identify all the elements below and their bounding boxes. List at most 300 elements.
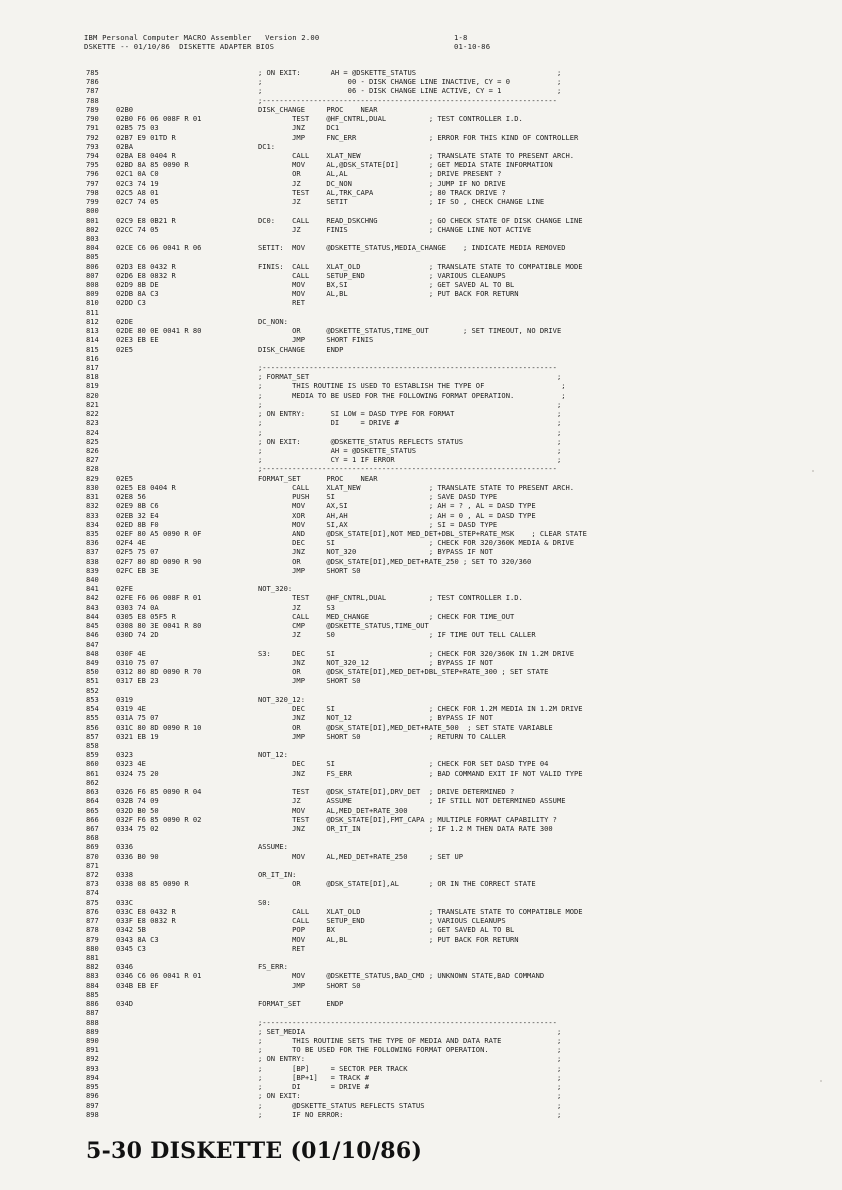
object-code: 02BA E8 0404 R: [116, 150, 176, 160]
line-number: 817: [86, 363, 99, 372]
line-number: 800: [86, 206, 99, 216]
source-code: ; ON ENTRY: SI LOW = DASD TYPE FOR FORMAT ;: [258, 409, 562, 419]
line-number: 884: [86, 980, 99, 990]
source-code: JMP SHORT FINIS: [258, 335, 374, 345]
source-code: JZ SETIT ; IF SO , CHECK CHANGE LINE: [258, 197, 545, 207]
source-code: JMP SHORT S0: [258, 676, 361, 686]
object-code: 033F E8 0832 R: [116, 916, 176, 926]
object-code: 032F F6 85 0090 R 02: [116, 814, 202, 824]
object-code: 02B7 E9 01TD R: [116, 132, 176, 142]
object-code: 0321 EB 19: [116, 731, 159, 741]
source-code: MOV @DSKETTE_STATUS,BAD_CMD ; UNKNOWN STATE,BAD COMMAND: [258, 971, 545, 981]
object-code: 02CE C6 06 0041 R 06: [116, 243, 202, 253]
listing-row: [86, 1054, 726, 1063]
source-code: OR AL,AL ; DRIVE PRESENT ?: [258, 169, 502, 179]
listing-row: [86, 732, 726, 741]
listing-row: [86, 354, 726, 363]
source-code: JNZ NOT_320_12 ; BYPASS IF NOT: [258, 658, 493, 667]
listing-row: [86, 999, 726, 1008]
line-number: 883: [86, 971, 99, 981]
listing-row: [86, 907, 726, 916]
line-number: 890: [86, 1035, 99, 1045]
object-code: 02B0 F6 06 008F R 01: [116, 114, 202, 124]
line-number: 807: [86, 270, 99, 280]
source-code: FINIS: CALL XLAT_OLD ; TRANSLATE STATE TO COMPATIBLE MODE: [258, 261, 583, 271]
object-code: 02F4 4E: [116, 538, 146, 548]
object-code: 0345 C3: [116, 943, 146, 953]
line-number: 799: [86, 197, 99, 207]
line-number: 842: [86, 593, 99, 603]
line-number: 832: [86, 501, 99, 511]
source-code: ; TO BE USED FOR THE FOLLOWING FORMAT OPERATION. ;: [258, 1045, 562, 1055]
listing-row: [86, 188, 726, 197]
listing-row: [86, 971, 726, 980]
listing-row: [86, 824, 726, 833]
line-number: 851: [86, 676, 99, 686]
line-number: 892: [86, 1054, 99, 1064]
source-code: CALL XLAT_OLD ; TRANSLATE STATE TO COMPATIBLE MODE: [258, 906, 583, 916]
source-code: ;---------------------------------------------------------------------: [258, 1017, 557, 1027]
listing-row: [86, 759, 726, 768]
object-code: 02BA: [116, 141, 134, 151]
line-number: 864: [86, 796, 99, 806]
line-number: 860: [86, 759, 99, 769]
source-code: JNZ OR_IT_IN ; IF 1.2 M THEN DATA RATE 300: [258, 823, 553, 833]
page-number-ref: 1-8: [454, 33, 468, 42]
line-number: 812: [86, 316, 99, 326]
source-code: NOT_320:: [258, 584, 293, 594]
line-number: 840: [86, 575, 99, 585]
source-code: TEST AL,TRK_CAPA ; 80 TRACK DRIVE ?: [258, 187, 506, 197]
listing-row: [86, 142, 726, 151]
line-number: 885: [86, 989, 99, 999]
source-code: DEC SI ; CHECK FOR SET DASD TYPE 04: [258, 759, 549, 769]
source-code: FS_ERR:: [258, 962, 288, 972]
line-number: 852: [86, 685, 99, 695]
object-code: 02EF 80 A5 0090 R 0F: [116, 528, 202, 538]
source-code: CALL MED_CHANGE ; CHECK FOR TIME_OUT: [258, 611, 515, 621]
source-code: CALL XLAT_NEW ; TRANSLATE STATE TO PRESENT ARCH.: [258, 482, 575, 492]
listing-row: [86, 575, 726, 584]
source-code: OR @DSK_STATE[DI],MED_DET+DBL_STEP+RATE_300 ; SET STATE: [258, 667, 549, 677]
object-code: 0303 74 0A: [116, 602, 159, 612]
line-number: 810: [86, 298, 99, 308]
listing-row: [86, 1008, 726, 1017]
page-footer: 5-30 DISKETTE (01/10/86): [86, 1138, 423, 1164]
listing-row: [86, 815, 726, 824]
source-code: ;---------------------------------------------------------------------: [258, 95, 557, 105]
listing-row: [86, 861, 726, 870]
listing-row: [86, 483, 726, 492]
source-code: OR @DSK_STATE[DI],AL ; OR IN THE CORRECT STATE: [258, 879, 536, 889]
object-code: 02BD 8A 85 0090 R: [116, 160, 189, 170]
line-number: 838: [86, 556, 99, 566]
source-code: ; [BP+1] = TRACK # ;: [258, 1072, 562, 1082]
object-code: 0312 80 8D 0090 R 70: [116, 667, 202, 677]
line-number: 788: [86, 95, 99, 105]
source-code: AND @DSK_STATE[DI],NOT MED_DET+DBL_STEP+RATE_MSK ; CLEAR STATE: [258, 528, 587, 538]
object-code: 0324 75 20: [116, 768, 159, 778]
line-number: 835: [86, 528, 99, 538]
listing-row: [86, 879, 726, 888]
listing-row: [86, 133, 726, 142]
source-code: ; @DSKETTE_STATUS REFLECTS STATUS ;: [258, 1100, 562, 1110]
object-code: 02D3 E8 0432 R: [116, 261, 176, 271]
source-code: S3: DEC SI ; CHECK FOR 320/360K IN 1.2M DRIVE: [258, 648, 575, 658]
line-number: 876: [86, 906, 99, 916]
object-code: 0334 75 02: [116, 823, 159, 833]
line-number: 882: [86, 962, 99, 972]
source-code: TEST @DSK_STATE[DI],FMT_CAPA ; MULTIPLE FORMAT CAPABILITY ?: [258, 814, 557, 824]
source-code: SETIT: MOV @DSKETTE_STATUS,MEDIA_CHANGE ; INDICATE MEDIA REMOVED: [258, 243, 566, 253]
listing-row: [86, 778, 726, 787]
object-code: 02E5: [116, 344, 134, 354]
source-code: MOV AL,@DSK_STATE[DI] ; GET MEDIA STATE INFORMATION: [258, 160, 553, 170]
line-number: 795: [86, 160, 99, 170]
line-number: 874: [86, 888, 99, 898]
line-number: 856: [86, 722, 99, 732]
listing-row: [86, 151, 726, 160]
source-code: OR @DSKETTE_STATUS,TIME_OUT ; SET TIMEOUT, NO DRIVE: [258, 326, 562, 336]
source-code: ; DI = DRIVE # ;: [258, 418, 562, 428]
source-code: ; 06 - DISK CHANGE LINE ACTIVE, CY = 1 ;: [258, 86, 562, 96]
source-code: POP BX ; GET SAVED AL TO BL: [258, 925, 515, 935]
object-code: 02FE: [116, 584, 134, 594]
listing-row: [86, 935, 726, 944]
source-code: MOV BX,SI ; GET SAVED AL TO BL: [258, 280, 515, 290]
page-header: [84, 33, 684, 51]
line-number: 873: [86, 879, 99, 889]
listing-row: [86, 953, 726, 962]
object-code: 02ED 8B F0: [116, 519, 159, 529]
source-code: ; ON EXIT: @DSKETTE_STATUS REFLECTS STATUS ;: [258, 436, 562, 446]
source-code: ; AH = @DSKETTE_STATUS ;: [258, 445, 562, 455]
source-code: ; ON ENTRY: ;: [258, 1054, 562, 1064]
line-number: 871: [86, 860, 99, 870]
source-code: PUSH SI ; SAVE DASD TYPE: [258, 492, 498, 502]
line-number: 837: [86, 547, 99, 557]
listing-row: [86, 898, 726, 907]
source-code: ASSUME:: [258, 842, 288, 852]
listing-row: [86, 1082, 726, 1091]
listing-row: [86, 464, 726, 473]
line-number: 808: [86, 280, 99, 290]
line-number: 816: [86, 353, 99, 363]
listing-row: [86, 686, 726, 695]
line-number: 828: [86, 464, 99, 474]
listing-row: [86, 160, 726, 169]
object-code: 02DE: [116, 316, 134, 326]
line-number: 879: [86, 934, 99, 944]
listing-row: [86, 418, 726, 427]
line-number: 803: [86, 233, 99, 243]
listing-row: [86, 289, 726, 298]
listing-row: [86, 750, 726, 759]
object-code: 02CC 74 05: [116, 224, 159, 234]
source-code: DISK_CHANGE PROC NEAR: [258, 104, 378, 114]
line-number: 819: [86, 381, 99, 391]
listing-row: [86, 105, 726, 114]
listing-row: [86, 68, 726, 77]
line-number: 833: [86, 510, 99, 520]
listing-row: [86, 317, 726, 326]
line-number: 824: [86, 427, 99, 437]
source-code: OR @DSK_STATE[DI],MED_DET+RATE_250 ; SET TO 320/360: [258, 556, 532, 566]
listing-row: [86, 123, 726, 132]
source-code: JNZ FS_ERR ; BAD COMMAND EXIT IF NOT VALID TYPE: [258, 768, 583, 778]
listing-row: [86, 243, 726, 252]
line-number: 855: [86, 713, 99, 723]
line-number: 897: [86, 1100, 99, 1110]
header-line-2: [84, 42, 684, 51]
object-code: 0346 C6 06 0041 R 01: [116, 971, 202, 981]
assembler-title: IBM Personal Computer MACRO Assembler Version 2.00: [84, 33, 320, 42]
listing-row: [86, 806, 726, 815]
source-code: FORMAT_SET PROC NEAR: [258, 473, 378, 483]
line-number: 859: [86, 750, 99, 760]
object-code: 0323 4E: [116, 759, 146, 769]
module-title: DSKETTE -- 01/10/86 DISKETTE ADAPTER BIOS: [84, 42, 275, 51]
listing-row: [86, 520, 726, 529]
line-number: 872: [86, 870, 99, 880]
object-code: 02DB 8A C3: [116, 289, 159, 299]
line-number: 848: [86, 648, 99, 658]
listing-row: [86, 372, 726, 381]
line-number: 794: [86, 150, 99, 160]
source-code: TEST @DSK_STATE[DI],DRV_DET ; DRIVE DETERMINED ?: [258, 787, 515, 797]
line-number: 847: [86, 639, 99, 649]
listing-row: [86, 114, 726, 123]
object-code: 0338: [116, 870, 134, 880]
line-number: 849: [86, 658, 99, 667]
line-number: 813: [86, 326, 99, 336]
source-code: JMP SHORT S0 ; RETURN TO CALLER: [258, 731, 506, 741]
source-code: ; 00 - DISK CHANGE LINE INACTIVE, CY = 0 ;: [258, 77, 562, 87]
line-number: 829: [86, 473, 99, 483]
listing-row: [86, 280, 726, 289]
line-number: 869: [86, 842, 99, 852]
listing-row: [86, 593, 726, 602]
object-code: 0346: [116, 962, 134, 972]
listing-row: [86, 1110, 726, 1119]
source-code: MOV AL,BL ; PUT BACK FOR RETURN: [258, 289, 519, 299]
object-code: 02D6 E8 0832 R: [116, 270, 176, 280]
listing-row: [86, 446, 726, 455]
header-line-1: [84, 33, 684, 42]
line-number: 818: [86, 372, 99, 382]
listing-row: [86, 566, 726, 575]
listing-row: [86, 916, 726, 925]
line-number: 801: [86, 215, 99, 225]
listing-row: [86, 630, 726, 639]
line-number: 841: [86, 584, 99, 594]
listing-row: [86, 640, 726, 649]
source-code: CALL SETUP_END ; VARIOUS CLEANUPS: [258, 270, 506, 280]
object-code: 0326 F6 85 0090 R 04: [116, 787, 202, 797]
line-number: 845: [86, 621, 99, 631]
listing-row: [86, 271, 726, 280]
listing-row: [86, 547, 726, 556]
listing-row: [86, 363, 726, 372]
listing-row: [86, 501, 726, 510]
listing-row: [86, 381, 726, 390]
object-code: 02B0: [116, 104, 134, 114]
scan-speck: [820, 1080, 822, 1082]
object-code: 02E5 E8 0404 R: [116, 482, 176, 492]
line-number: 796: [86, 169, 99, 179]
listing-row: [86, 713, 726, 722]
object-code: 0336 B0 90: [116, 851, 159, 861]
source-code: JZ DC_NON ; JUMP IF NO DRIVE: [258, 178, 506, 188]
line-number: 865: [86, 805, 99, 815]
listing-row: [86, 603, 726, 612]
source-code: ; ON EXIT: ;: [258, 1091, 562, 1101]
source-code: DEC SI ; CHECK FOR 1.2M MEDIA IN 1.2M DRIVE: [258, 704, 583, 714]
line-number: 881: [86, 953, 99, 962]
line-number: 827: [86, 455, 99, 465]
line-number: 820: [86, 390, 99, 400]
listing-row: [86, 492, 726, 501]
source-code: RET: [258, 298, 305, 308]
listing-row: [86, 1101, 726, 1110]
source-code: MOV SI,AX ; SI = DASD TYPE: [258, 519, 498, 529]
listing-row: [86, 584, 726, 593]
listing-row: [86, 612, 726, 621]
line-number: 811: [86, 307, 99, 317]
line-number: 854: [86, 704, 99, 714]
line-number: 868: [86, 833, 99, 843]
line-number: 814: [86, 335, 99, 345]
line-number: 886: [86, 999, 99, 1009]
listing-row: [86, 1091, 726, 1100]
line-number: 805: [86, 252, 99, 262]
line-number: 789: [86, 104, 99, 114]
source-code: JMP FNC_ERR ; ERROR FOR THIS KIND OF CONTROLLER: [258, 132, 579, 142]
source-code: DISK_CHANGE ENDP: [258, 344, 344, 354]
line-number: 846: [86, 630, 99, 640]
listing-row: [86, 409, 726, 418]
listing-date: 01-10-86: [454, 42, 491, 51]
line-number: 878: [86, 925, 99, 935]
object-code: 02F7 80 8D 0090 R 90: [116, 556, 202, 566]
line-number: 877: [86, 916, 99, 926]
line-number: 793: [86, 141, 99, 151]
source-code: DC_NON:: [258, 316, 288, 326]
object-code: 0308 80 3E 0041 R 80: [116, 621, 202, 631]
line-number: 787: [86, 86, 99, 96]
object-code: 031A 75 07: [116, 713, 159, 723]
line-number: 790: [86, 114, 99, 124]
source-code: JMP SHORT S0: [258, 565, 361, 575]
source-code: DC1:: [258, 141, 276, 151]
object-code: 0342 5B: [116, 925, 146, 935]
line-number: 894: [86, 1072, 99, 1082]
listing-row: [86, 981, 726, 990]
line-number: 853: [86, 694, 99, 704]
listing-row: [86, 796, 726, 805]
source-code: JZ ASSUME ; IF STILL NOT DETERMINED ASSUME: [258, 796, 566, 806]
source-code: ; CY = 1 IF ERROR ;: [258, 455, 562, 465]
source-code: ; DI = DRIVE # ;: [258, 1082, 562, 1092]
source-code: ; ;: [258, 399, 562, 409]
object-code: 02E5: [116, 473, 134, 483]
source-code: OR @DSK_STATE[DI],MED_DET+RATE_500 ; SET STATE VARIABLE: [258, 722, 553, 732]
source-code: ;---------------------------------------------------------------------: [258, 464, 557, 474]
listing-row: [86, 335, 726, 344]
object-code: 02FE F6 06 008F R 01: [116, 593, 202, 603]
source-code: ; THIS ROUTINE SETS THE TYPE OF MEDIA AND DATA RATE ;: [258, 1035, 562, 1045]
source-code: MOV AL,MED_DET+RATE_250 ; SET UP: [258, 851, 463, 861]
object-code: 0319 4E: [116, 704, 146, 714]
listing-row: [86, 667, 726, 676]
listing-row: [86, 262, 726, 271]
listing-row: [86, 852, 726, 861]
listing-row: [86, 86, 726, 95]
source-code: JNZ NOT_320 ; BYPASS IF NOT: [258, 547, 493, 557]
listing-row: [86, 1045, 726, 1054]
listing-row: [86, 962, 726, 971]
source-code: TEST @HF_CNTRL,DUAL ; TEST CONTROLLER I.D.: [258, 114, 523, 124]
listing-row: [86, 925, 726, 934]
listing-row: [86, 474, 726, 483]
object-code: 02FC EB 3E: [116, 565, 159, 575]
listing-row: [86, 326, 726, 335]
listing-row: [86, 658, 726, 667]
listing-row: [86, 179, 726, 188]
listing-row: [86, 676, 726, 685]
object-code: 0305 E8 05F5 R: [116, 611, 176, 621]
source-code: DEC SI ; CHECK FOR 320/360K MEDIA & DRIVE: [258, 538, 575, 548]
object-code: 033C: [116, 897, 134, 907]
assembly-listing: [86, 68, 726, 1119]
source-code: DC0: CALL READ_DSKCHNG ; GO CHECK STATE OF DISK CHANGE LINE: [258, 215, 583, 225]
listing-row: [86, 769, 726, 778]
source-code: S0:: [258, 897, 271, 907]
object-code: 034D: [116, 999, 134, 1009]
line-number: 863: [86, 787, 99, 797]
listing-row: [86, 437, 726, 446]
object-code: 030D 74 2D: [116, 630, 159, 640]
object-code: 02C9 E8 0B21 R: [116, 215, 176, 225]
listing-row: [86, 206, 726, 215]
source-code: ; ON EXIT: AH = @DSKETTE_STATUS ;: [258, 68, 562, 77]
source-code: JZ S0 ; IF TIME OUT TELL CALLER: [258, 630, 536, 640]
line-number: 888: [86, 1017, 99, 1027]
source-code: CALL SETUP_END ; VARIOUS CLEANUPS: [258, 916, 506, 926]
listing-row: [86, 400, 726, 409]
line-number: 785: [86, 68, 99, 77]
line-number: 822: [86, 409, 99, 419]
source-code: RET: [258, 943, 305, 953]
source-code: JNZ DC1: [258, 123, 340, 133]
line-number: 898: [86, 1109, 99, 1119]
line-number: 880: [86, 943, 99, 953]
object-code: 02C5 A8 01: [116, 187, 159, 197]
listing-row: [86, 308, 726, 317]
object-code: 02C3 74 19: [116, 178, 159, 188]
line-number: 850: [86, 667, 99, 677]
line-number: 844: [86, 611, 99, 621]
listing-row: [86, 1073, 726, 1082]
source-code: ; FORMAT_SET ;: [258, 372, 562, 382]
line-number: 867: [86, 823, 99, 833]
listing-row: [86, 842, 726, 851]
line-number: 857: [86, 731, 99, 741]
listing-row: [86, 787, 726, 796]
object-code: 02DE 80 0E 0041 R 80: [116, 326, 202, 336]
object-code: 02F5 75 07: [116, 547, 159, 557]
source-code: CALL XLAT_NEW ; TRANSLATE STATE TO PRESENT ARCH.: [258, 150, 575, 160]
